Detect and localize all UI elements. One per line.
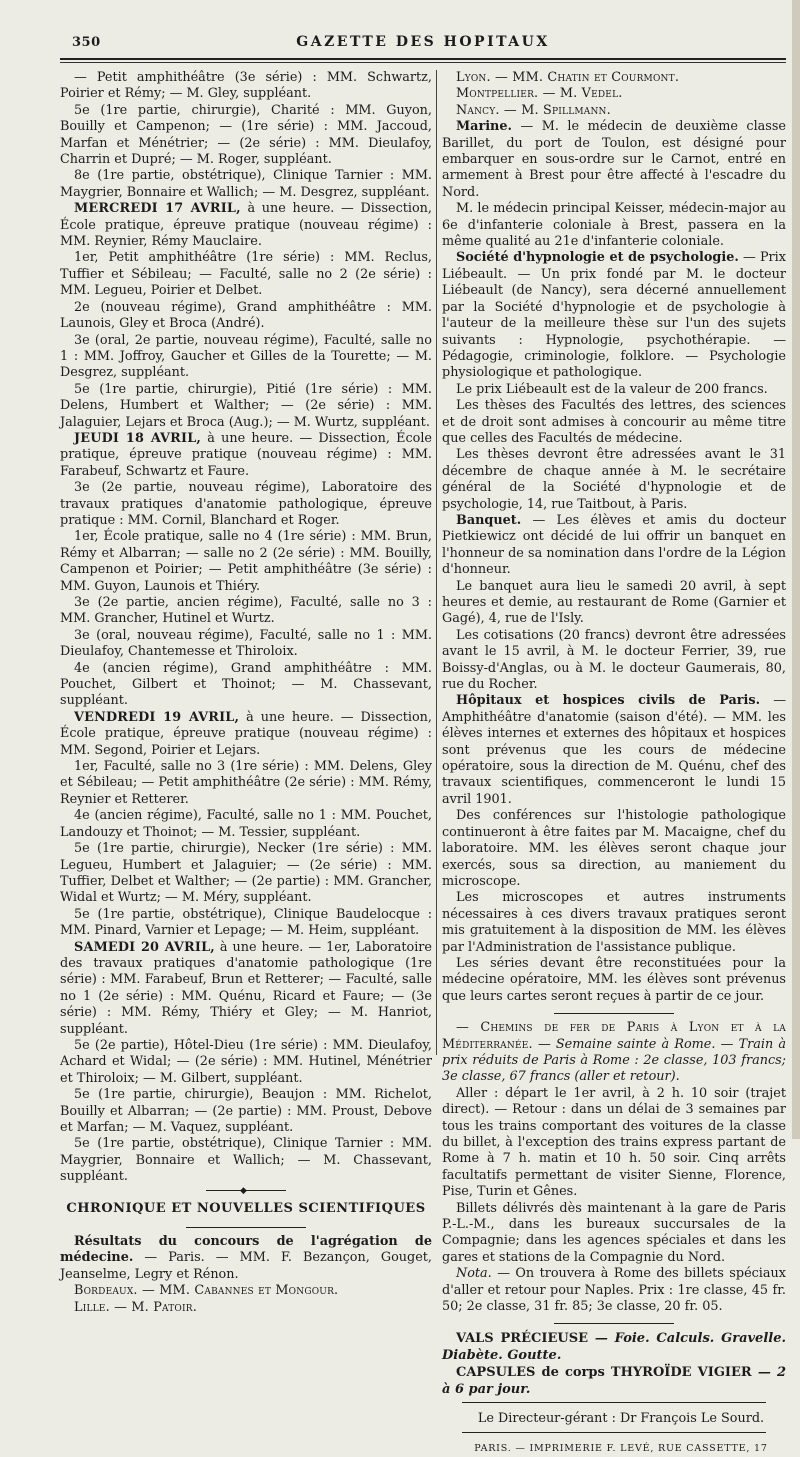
paragraph: Billets délivrés dès maintenant à la gare de Paris P.-L.-M., dans les bureaux succursales de la Compagnie; dans les agences spéciales et dans les gares et stations de la Compagnie du Nord. bbox=[442, 1200, 786, 1265]
paragraph: 5e (1re partie, chirurgie), Pitié (1re série) : MM. Delens, Humbert et Walther; — (2e série) : MM. Jalaguier, Lejars et Broca (Aug.); — M. Wurtz, suppléant. bbox=[60, 381, 432, 430]
news-heading: Résultats du concours de l'agrégation de médecine. bbox=[60, 1234, 432, 1266]
news-heading: Hôpitaux et hospices civils de Paris. bbox=[456, 693, 761, 709]
page-edge bbox=[792, 0, 800, 1139]
paragraph: 3e (oral, nouveau régime), Faculté, salle no 1 : MM. Dieulafoy, Chantemesse et Thiroloix. bbox=[60, 627, 432, 660]
paragraph: Les thèses des Facultés des lettres, des sciences et de droit sont admises à concourir au même titre que celles des Facultés de médecine. bbox=[442, 398, 786, 446]
section-title: CHRONIQUE ET NOUVELLES SCIENTIFIQUES bbox=[66, 1200, 426, 1216]
paragraph: 5e (2e partie), Hôtel-Dieu (1re série) : MM. Dieulafoy, Achard et Widal; — (2e série) : MM. Hutinel, Ménétrier et Thiroloix; — M. Gilbert, suppléant. bbox=[60, 1037, 432, 1086]
advertisement bbox=[442, 1364, 786, 1398]
date-heading: VENDREDI 19 AVRIL, bbox=[74, 709, 240, 725]
paragraph: 5e (1re partie, chirurgie), Beaujon : MM. Richelot, Bouilly et Albarran; — (2e partie) : MM. Proust, Debove et Marfan; — M. Vaquez, suppléant. bbox=[60, 1087, 432, 1135]
paragraph: Les microscopes et autres instruments nécessaires à ces divers travaux pratiques seront mis gratuitement à la disposition de MM. les élèves par l'Administration de l'assistance publique. bbox=[442, 890, 786, 955]
paragraph: Lyon. — MM. Chatin et Courmont. bbox=[456, 70, 680, 85]
paragraph: 4e (ancien régime), Grand amphithéâtre : MM. Pouchet, Gilbert et Thoinot; — M. Chassevant, suppléant. bbox=[60, 660, 432, 709]
left-column bbox=[60, 70, 432, 1316]
paragraph-text: à une heure. — Dissection, École pratique, épreuve pratique (nouveau régime) : MM. Reynier, Rémy Mauclaire. bbox=[60, 201, 432, 250]
paragraph: Bordeaux. — MM. Cabannes et Mongour. bbox=[74, 1283, 339, 1299]
date-heading: JEUDI 18 AVRIL, bbox=[74, 430, 202, 446]
page-header bbox=[60, 33, 786, 57]
paragraph: Montpellier. — M. Vedel. bbox=[456, 86, 623, 102]
paragraph-text: à une heure. — Dissection, École pratique, épreuve pratique (nouveau régime) : MM. Segond, Poirier et Lejars. bbox=[60, 709, 432, 758]
paragraph: 5e (1re partie, chirurgie), Charité : MM. Guyon, Bouilly et Campenon; — (1re série) : MM. Jaccoud, Marfan et Ménétrier; — (2e série) : MM. Dieulafoy, Charrin et Dupré; — M. Roger, suppléant. bbox=[60, 102, 432, 168]
paragraph-text: — Semaine sainte à Rome. — Train à prix réduits de Paris à Rome : 2e classe, 103 francs; 3e classe, 67 francs (aller et retour). bbox=[442, 1036, 786, 1085]
paragraph bbox=[442, 513, 786, 579]
paragraph: Les séries devant être reconstituées pour la médecine opératoire, MM. les élèves sont prévenus que leurs cartes seront reçues à partir de ce jour. bbox=[442, 955, 786, 1004]
news-heading: Nota. bbox=[456, 1266, 492, 1282]
director-signature: Le Directeur-gérant : Dr François Le Sourd. bbox=[477, 1411, 765, 1427]
date-heading: SAMEDI 20 AVRIL, bbox=[74, 939, 215, 955]
news-heading: Marine. bbox=[456, 119, 512, 135]
short-rule bbox=[554, 1323, 674, 1324]
paragraph-text: — On trouvera à Rome des billets spéciaux d'aller et retour pour Naples. Prix : 1re classe, 45 fr. 50; 2e classe, 31 fr. 85; 3e classe, 20 fr. 05. bbox=[442, 1266, 786, 1315]
paragraph: 4e (ancien régime), Faculté, salle no 1 : MM. Pouchet, Landouzy et Thoinot; — M. Tessier, suppléant. bbox=[60, 808, 432, 840]
news-heading: — Chemins de fer de Paris à Lyon et à la Méditerranée. bbox=[442, 1020, 786, 1052]
paragraph bbox=[442, 1020, 786, 1086]
paragraph bbox=[442, 693, 786, 808]
paragraph bbox=[60, 710, 432, 759]
paragraph bbox=[442, 1266, 786, 1315]
ornament-divider bbox=[206, 1190, 286, 1193]
paragraph: 3e (2e partie, nouveau régime), Laboratoire des travaux pratiques d'anatomie pathologique, épreuve pratique : MM. Cornil, Blanchard et Roger. bbox=[60, 480, 432, 528]
paragraph: 5e (1re partie, chirurgie), Necker (1re série) : MM. Legueu, Humbert et Jalaguier; — (2e série) : MM. Tuffier, Delbet et Walther; — (2e partie) : MM. Grancher, Widal et Wurtz; — M. Méry, suppléant. bbox=[60, 841, 432, 906]
paragraph: 5e (1re partie, obstétrique), Clinique Tarnier : MM. Maygrier, Bonnaire et Wallich; — M. Chassevant, suppléant. bbox=[60, 1136, 432, 1185]
paragraph: 1er, École pratique, salle no 4 (1re série) : MM. Brun, Rémy et Albarran; — salle no 2 (2e série) : MM. Bouilly, Campenon et Poirier; — Petit amphithéâtre (3e série) : MM. Guyon, Launois et Thiéry. bbox=[60, 529, 432, 594]
paragraph: 1er, Petit amphithéâtre (1re série) : MM. Reclus, Tuffier et Sébileau; — Faculté, salle no 2 (2e série) : MM. Legueu, Poirier et Delbet. bbox=[60, 250, 432, 299]
ad-text: — Foie. Calculs. Gravelle. Diabète. Goutte. bbox=[442, 1331, 786, 1364]
paragraph-text: — Paris. — MM. F. Bezançon, Gouget, Jeanselme, Legry et Rénon. bbox=[60, 1250, 432, 1282]
paragraph: Le prix Liébeault est de la valeur de 200 francs. bbox=[456, 381, 768, 397]
advertisement bbox=[442, 1330, 786, 1364]
paragraph-text: — Les élèves et amis du docteur Pietkiewicz ont décidé de lui offrir un banquet en l'honneur de sa nomination dans l'ordre de la Légion d'honneur. bbox=[442, 512, 786, 578]
paragraph bbox=[60, 431, 432, 480]
paragraph: Nancy. — M. Spillmann. bbox=[456, 102, 611, 118]
paragraph bbox=[442, 119, 786, 201]
column-separator bbox=[436, 70, 437, 1055]
header-rule-thin bbox=[60, 62, 786, 63]
paragraph: 3e (2e partie, ancien régime), Faculté, salle no 3 : MM. Grancher, Hutinel et Wurtz. bbox=[60, 595, 432, 627]
paragraph-text: — M. le médecin de deuxième classe Barillet, du port de Toulon, est désigné pour embarquer en sous-ordre sur le Carnot, entré en armement à Brest pour être affecté à l'escadre du Nord. bbox=[442, 119, 786, 200]
paragraph: M. le médecin principal Keisser, médecin-major au 6e d'infanterie coloniale à Brest, passera en la même qualité au 21e d'infanterie coloniale. bbox=[442, 201, 786, 250]
paragraph-text: — Amphithéâtre d'anatomie (saison d'été). — MM. les élèves internes et externes des hôpitaux et hospices sont prévenus que les cours de médecine opératoire, sous la direction de M. Quénu, chef des travaux scientifiques, commenceront le lundi 15 avril 1901. bbox=[442, 693, 786, 807]
news-heading: Banquet. bbox=[456, 512, 522, 528]
signature-rule bbox=[462, 1432, 766, 1433]
header-rule bbox=[60, 58, 786, 60]
paragraph: — Petit amphithéâtre (3e série) : MM. Schwartz, Poirier et Rémy; — M. Gley, suppléant. bbox=[60, 70, 432, 102]
date-heading: MERCREDI 17 AVRIL, bbox=[74, 201, 241, 217]
paragraph: 2e (nouveau régime), Grand amphithéâtre : MM. Launois, Gley et Broca (André). bbox=[60, 299, 432, 332]
paragraph: Les thèses devront être adressées avant le 31 décembre de chaque année à M. le secrétaire général de la Société d'hypnologie et de psychologie, 14, rue Taitbout, à Paris. bbox=[442, 447, 786, 512]
ad-heading: CAPSULES de corps THYROÏDE VIGIER bbox=[456, 1365, 752, 1381]
paragraph: Lille. — M. Patoir. bbox=[74, 1299, 198, 1315]
printer-imprint: PARIS. — IMPRIMERIE F. LEVÉ, RUE CASSETTE, 17 bbox=[474, 1442, 768, 1454]
paragraph-text: — Prix Liébeault. — Un prix fondé par M. le docteur Liébeault (de Nancy), sera décerné annuellement par la Société d'hypnologie et de psychologie à l'auteur de la meilleure thèse sur l'un des sujets suivants : Hypnologie, psychothérapie. — Pédagogie, criminologie, folklore. — Psychologie physiologique et pathologique. bbox=[442, 250, 786, 381]
page-number: 350 bbox=[72, 35, 101, 50]
paragraph-text: à une heure. — 1er, Laboratoire des travaux pratiques d'anatomie pathologique (1re série) : MM. Farabeuf, Brun et Retterer; — Faculté, salle no 1 (2e série) : MM. Quénu, Ricard et Faure; — (3e série) : MM. Rémy, Thiéry et Gley; — M. Hanriot, suppléant. bbox=[60, 939, 432, 1037]
paragraph-text: à une heure. — Dissection, École pratique, épreuve pratique (nouveau régime) : MM. Farabeuf, Schwartz et Faure. bbox=[60, 430, 432, 479]
ad-text: — 2 à 6 par jour. bbox=[442, 1365, 786, 1398]
paragraph: 1er, Faculté, salle no 3 (1re série) : MM. Delens, Gley et Sébileau; — Petit amphithéâtre (2e série) : MM. Rémy, Reynier et Retterer. bbox=[60, 759, 432, 807]
paragraph: Aller : départ le 1er avril, à 2 h. 10 soir (trajet direct). — Retour : dans un délai de 3 semaines par tous les trains comportant des voitures de la classe du billet, à l'exception des trains express partant de Rome à 7 h. matin et 10 h. 50 soir. Cinq arrêts facultatifs permettant de visiter Sienne, Florence, Pise, Turin et Gênes. bbox=[442, 1085, 786, 1200]
paragraph: 5e (1re partie, obstétrique), Clinique Baudelocque : MM. Pinard, Varnier et Lepage; — M. Heim, suppléant. bbox=[60, 906, 432, 939]
paragraph: Le banquet aura lieu le samedi 20 avril, à sept heures et demie, au restaurant de Rome (Garnier et Gagé), 4, rue de l'Isly. bbox=[442, 578, 786, 627]
paragraph bbox=[60, 940, 432, 1038]
paragraph: Des conférences sur l'histologie pathologique continueront à être faites par M. Macaigne, chef du laboratoire. MM. les élèves seront chaque jour exercés, sous sa direction, au maniement du microscope. bbox=[442, 808, 786, 889]
news-heading: Société d'hypnologie et de psychologie. bbox=[456, 250, 739, 266]
paragraph bbox=[442, 250, 786, 381]
ad-heading: VALS PRÉCIEUSE bbox=[456, 1331, 588, 1347]
right-column bbox=[442, 70, 786, 1457]
journal-title: GAZETTE DES HOPITAUX bbox=[296, 34, 550, 50]
paragraph bbox=[60, 1234, 432, 1283]
paragraph: 3e (oral, 2e partie, nouveau régime), Faculté, salle no 1 : MM. Joffroy, Gaucher et Gilles de la Tourette; — M. Desgrez, suppléant. bbox=[60, 332, 432, 381]
paragraph: 8e (1re partie, obstétrique), Clinique Tarnier : MM. Maygrier, Bonnaire et Wallich; — M. Desgrez, suppléant. bbox=[60, 168, 432, 200]
paragraph bbox=[60, 201, 432, 250]
short-rule bbox=[186, 1227, 306, 1228]
signature-rule bbox=[462, 1402, 766, 1403]
short-rule bbox=[554, 1013, 674, 1014]
paragraph: Les cotisations (20 francs) devront être adressées avant le 15 avril, à M. le docteur Ferrier, 39, rue Boissy-d'Anglas, ou à M. le docteur Gaumerais, 80, rue du Rocher. bbox=[442, 627, 786, 693]
